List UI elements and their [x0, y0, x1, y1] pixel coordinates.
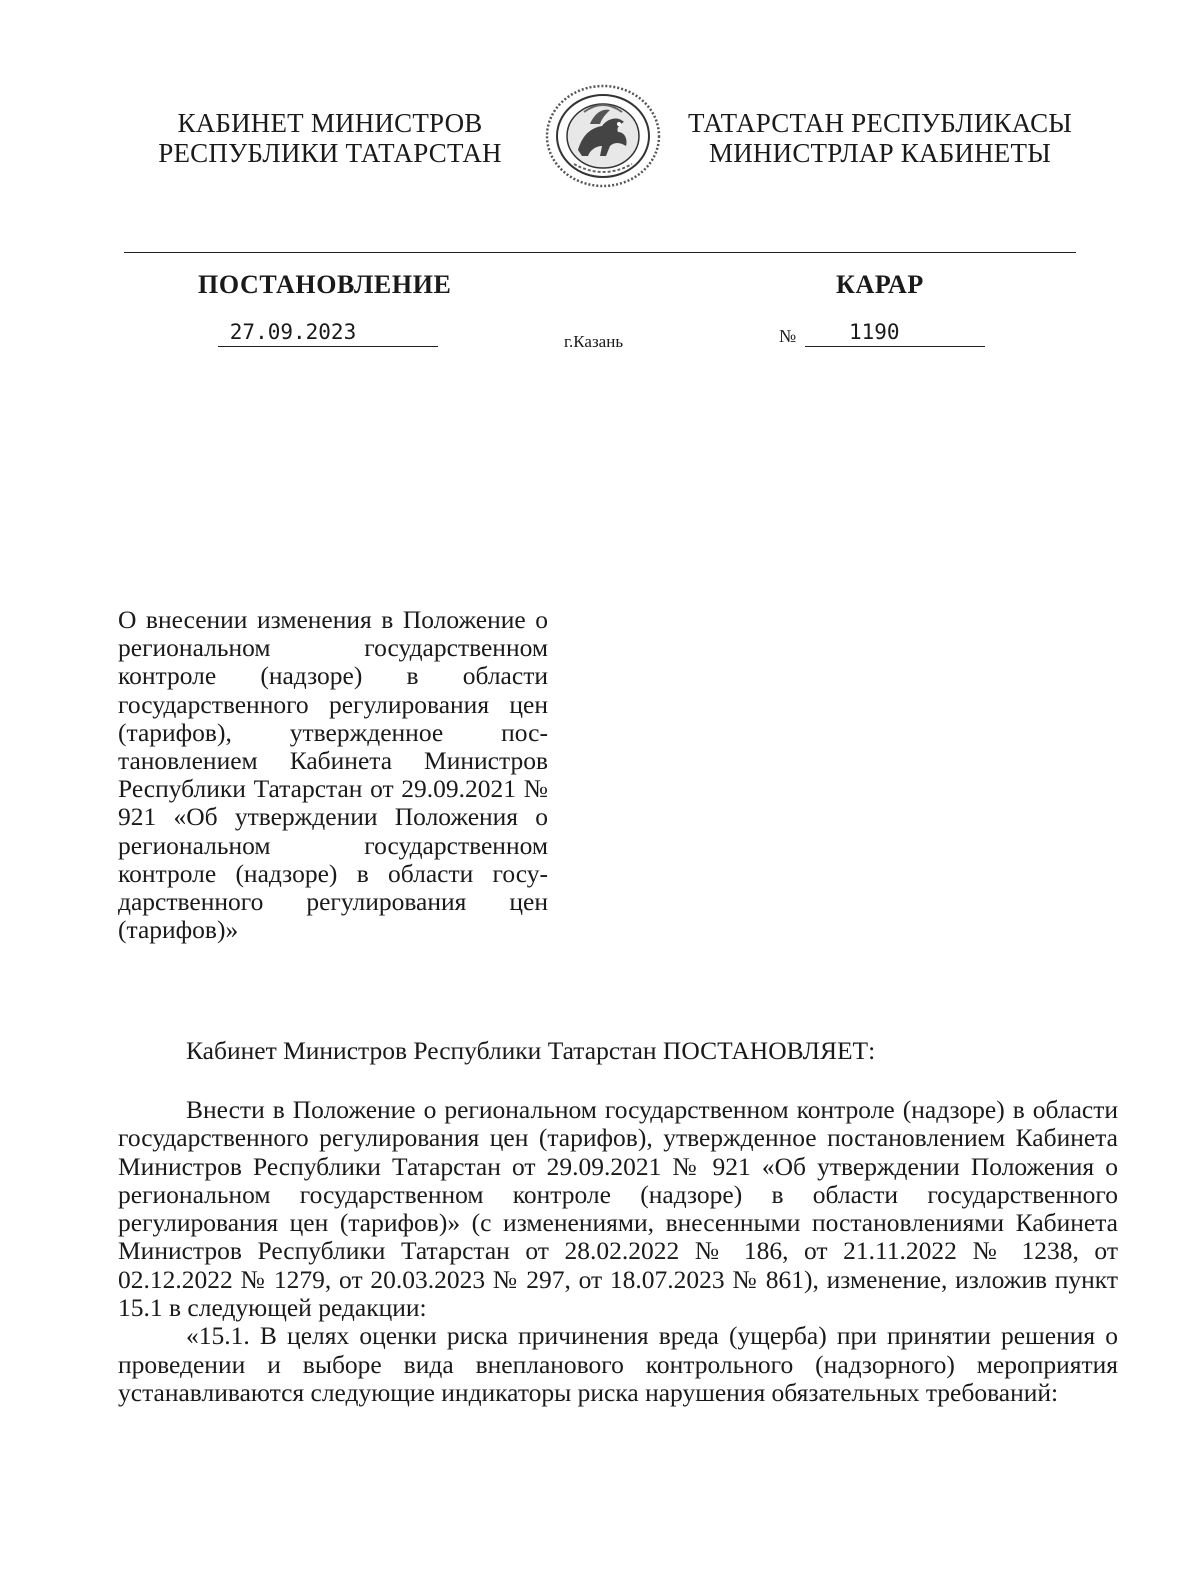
issuer-name-russian: [140, 108, 520, 168]
issuer-russian-line1: КАБИНЕТ МИНИСТРОВ: [177, 108, 483, 138]
issuer-russian-line2: РЕСПУБЛИКИ ТАТАРСТАН: [158, 138, 502, 168]
document-body: [118, 1096, 1118, 1407]
issuer-tatar-line2: МИНИСТРЛАР КАБИНЕТЫ: [709, 138, 1051, 168]
document-city: г.Казань: [564, 332, 624, 351]
document-number-label: №: [779, 326, 797, 346]
header-divider: [124, 252, 1076, 253]
preamble: Кабинет Министров Республики Татарстан ПОСТАНОВЛЯЕТ:: [186, 1036, 876, 1065]
body-paragraph-2: «15.1. В целях оценки риска причинения вреда (ущерба) при принятии решения о проведении и выборе вида внепланового контрольного (надзорного) мероприятия устанавливаются следующие индикаторы риска нарушения обязательных требований:: [118, 1321, 1118, 1407]
issuer-name-tatar: [670, 108, 1090, 168]
issuer-tatar-line1: ТАТАРСТАН РЕСПУБЛИКАСЫ: [687, 108, 1073, 138]
document-date: 27.09.2023: [229, 320, 357, 344]
tatarstan-coat-of-arms-icon: [544, 84, 662, 188]
document-date-field: [218, 318, 438, 347]
body-paragraph-1: Внести в Положение о региональном государственном контроле (надзоре) в области государственного регулирования цен (тарифов), утвержденное постановлением Кабинета Министров Республики Татарстан от 29.09.2021 № 921 «Об утверждении Положения о региональном государственном контроле (надзоре) в области государственного регулирования цен (тарифов)» (с изменениями, внесенными постановлениями Кабинета Министров Республики Татарстан от 28.02.2022 № 186, от 21.11.2022 № 1238, от 02.12.2022 № 1279, от 20.03.2023 № 297, от 18.07.2023 № 861), изменение, изложив пункт 15.1 в следующей редакции:: [118, 1095, 1118, 1323]
doc-type-tatar: КАРАР: [836, 270, 924, 299]
document-number-field: [805, 318, 985, 347]
document-subject: О внесении изменения в Положение о региональном государственном контроле (надзоре) в области государственного регулирования цен (тарифов), утвержденное постановлением Кабинета Министров Республики Татарстан от 29.09.2021 № 921 «Об утверждении Положения о региональном государственном контроле (надзоре) в области государственного регулирования цен (тарифов)»: [118, 605, 548, 945]
document-number: 1190: [849, 320, 900, 344]
doc-type-russian: ПОСТАНОВЛЕНИЕ: [198, 270, 452, 299]
